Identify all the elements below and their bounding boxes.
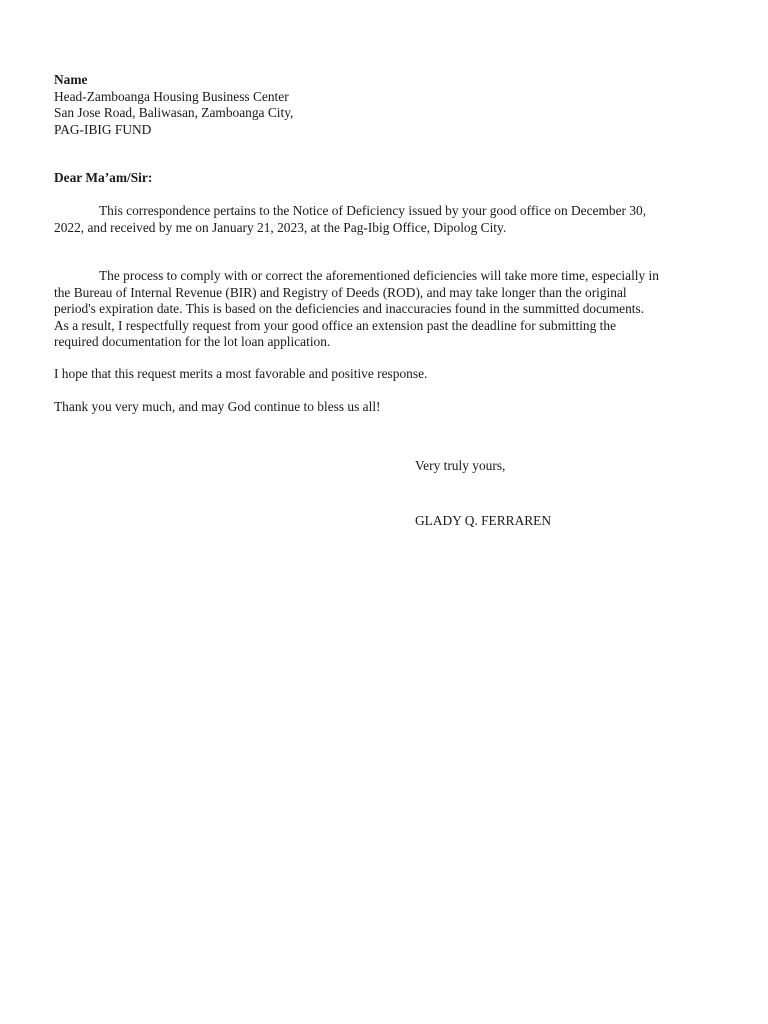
paragraph-1-line-1: [54, 203, 735, 220]
paragraph-1-line-1-text: This correspondence pertains to the Notice of Deficiency issued by your good office on December 30,: [99, 203, 647, 218]
recipient-address-block: [54, 72, 293, 138]
signatory-name: GLADY Q. FERRAREN: [415, 513, 552, 528]
paragraph-2-line-1: [54, 268, 735, 285]
paragraph-1-line-2: 2022, and received by me on January 21, 2023, at the Pag-Ibig Office, Dipolog City.: [54, 219, 507, 235]
body-paragraph-3: I hope that this request merits a most favorable and positive response.: [54, 366, 428, 381]
recipient-name: Name: [54, 72, 88, 87]
recipient-title: Head-Zamboanga Housing Business Center: [54, 88, 289, 104]
paragraph-2-line-4: As a result, I respectfully request from your good office an extension past the deadline for submitting the: [54, 317, 617, 333]
paragraph-2-line-2: the Bureau of Internal Revenue (BIR) and Registry of Deeds (ROD), and may take longer than the original: [54, 284, 627, 300]
recipient-street: San Jose Road, Baliwasan, Zamboanga City,: [54, 105, 294, 121]
paragraph-2-line-1-text: The process to comply with or correct the aforementioned deficiencies will take more time, especially in: [99, 268, 659, 283]
valediction: Very truly yours,: [415, 458, 506, 473]
salutation: Dear Ma’am/Sir:: [54, 170, 153, 185]
paragraph-2-line-3: period's expiration date. This is based on the deficiencies and inaccuracies found in the summitted documents.: [54, 301, 645, 317]
body-paragraph-2: [54, 268, 735, 351]
body-paragraph-4: Thank you very much, and may God continue to bless us all!: [54, 399, 381, 414]
paragraph-2-line-5: required documentation for the lot loan application.: [54, 334, 331, 350]
recipient-organization: PAG-IBIG FUND: [54, 121, 152, 137]
body-paragraph-1: [54, 203, 735, 236]
